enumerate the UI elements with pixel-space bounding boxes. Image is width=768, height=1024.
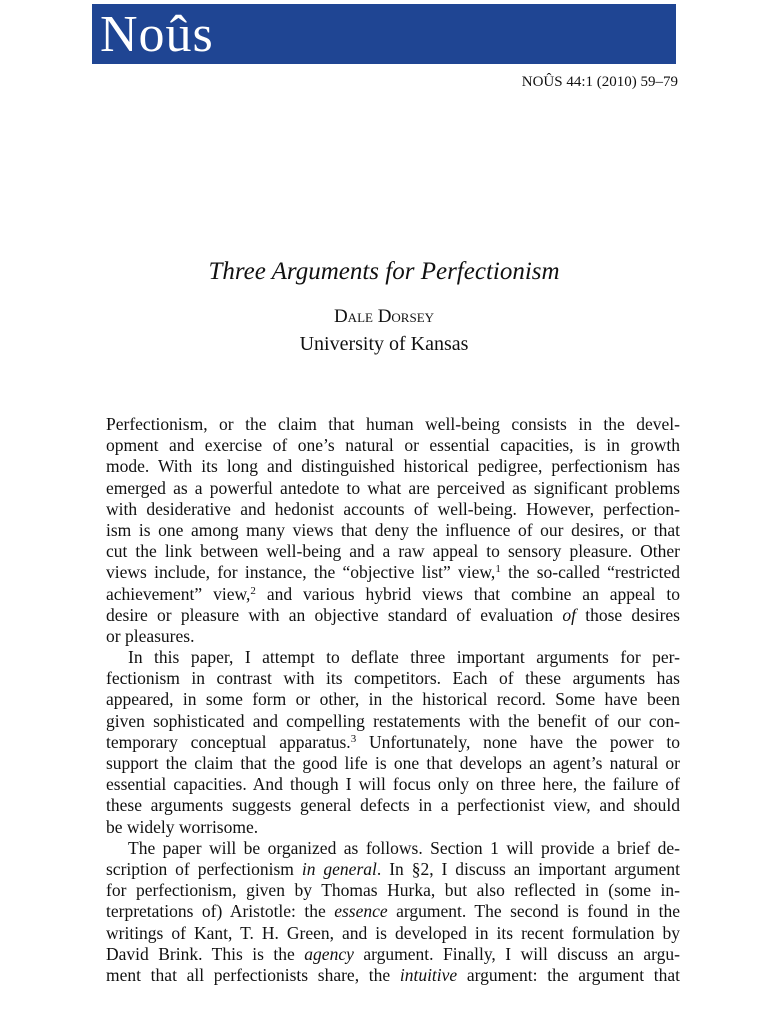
body-line: mode. With its long and distinguished historical pedigree, perfectionism has bbox=[106, 456, 680, 477]
body-line: support the claim that the good life is one that develops an agent’s natural or bbox=[106, 753, 680, 773]
body-line: for perfectionism, given by Thomas Hurka, but also reflected in (some in- bbox=[106, 880, 680, 901]
body-text bbox=[106, 414, 680, 986]
article-author: Dale Dorsey bbox=[333, 306, 435, 327]
body-line: emerged as a powerful antedote to what are perceived as significant problems bbox=[106, 477, 680, 498]
footnote-marker[interactable]: 2 bbox=[250, 584, 256, 597]
footnote-marker[interactable]: 3 bbox=[350, 732, 357, 745]
body-line: be widely worrisome. bbox=[106, 816, 259, 837]
journal-banner bbox=[92, 4, 676, 64]
body-line: achievement” view,$^2$ and various hybrid views that combine an appeal to bbox=[106, 583, 680, 604]
body-line: with desiderative and hedonist accounts of well-being. However, perfection- bbox=[106, 498, 680, 519]
body-line: fectionism in contrast with its competitors. Each of these arguments has bbox=[106, 668, 680, 689]
footnote-marker[interactable]: 1 bbox=[495, 563, 501, 576]
body-line: scription of perfectionism in general. In §2, I discuss an important argument bbox=[106, 858, 680, 879]
body-line: these arguments suggests general defects in a perfectionist view, and should bbox=[106, 795, 680, 816]
journal-citation: NOÛS 44:1 (2010) 59–79 bbox=[521, 74, 678, 90]
body-line: desire or pleasure with an objective standard of evaluation of those desires bbox=[106, 604, 680, 625]
body-line: Perfectionism, or the claim that human well-being consists in the devel- bbox=[106, 414, 680, 434]
body-line: views include, for instance, the “objective list” view,$^1$ the so-called “restricted bbox=[106, 562, 680, 583]
body-line: In this paper, I attempt to deflate three important arguments for per- bbox=[128, 647, 680, 668]
body-line: or pleasures. bbox=[106, 625, 195, 646]
body-line: temporary conceptual apparatus.$^3$ Unfortunately, none have the power to bbox=[106, 731, 680, 752]
body-line: cut the link between well-being and a raw appeal to sensory pleasure. Other bbox=[106, 541, 680, 562]
author-affiliation: University of Kansas bbox=[299, 333, 469, 355]
body-line: writings of Kant, T. H. Green, and is developed in its recent formulation by bbox=[106, 922, 680, 943]
body-line: appeared, in some form or other, in the historical record. Some have been bbox=[106, 689, 680, 710]
body-line: David Brink. This is the agency argument. Finally, I will discuss an argu- bbox=[106, 943, 680, 964]
body-line: given sophisticated and compelling restatements with the benefit of our con- bbox=[106, 710, 680, 731]
body-line: ism is one among many views that deny the influence of our desires, or that bbox=[106, 519, 680, 540]
body-line: The paper will be organized as follows. Section 1 will provide a brief de- bbox=[128, 837, 680, 858]
body-line: terpretations of) Aristotle: the essence argument. The second is found in the bbox=[106, 901, 680, 922]
journal-name: Noûs bbox=[100, 6, 214, 63]
body-line: opment and exercise of one’s natural or essential capacities, is in growth bbox=[106, 435, 680, 456]
article-title: Three Arguments for Perfectionism bbox=[208, 258, 560, 285]
body-line: ment that all perfectionists share, the intuitive argument: the argument that bbox=[106, 964, 680, 985]
body-line: essential capacities. And though I will focus only on three here, the failure of bbox=[106, 774, 680, 795]
